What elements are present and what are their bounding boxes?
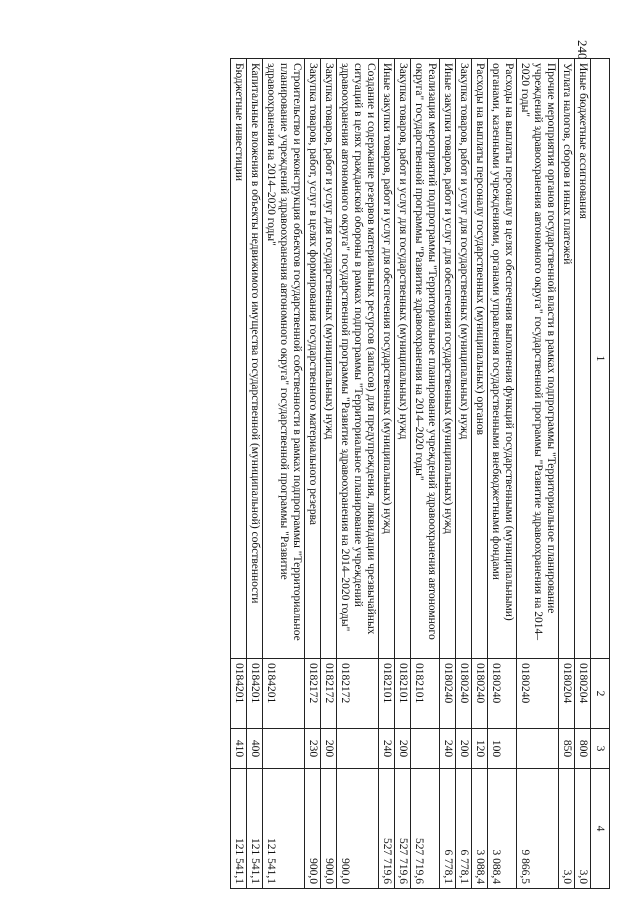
table-row [517, 59, 559, 889]
row-type [411, 729, 440, 769]
row-code: 0180240 [517, 659, 559, 729]
header-col-2: 2 [591, 659, 610, 729]
row-code: 0182101 [395, 659, 411, 729]
row-code: 0184201 [231, 659, 247, 729]
row-name: Закупка товаров, работ и услуг для государственных (муниципальных) нужд [456, 59, 472, 659]
row-code: 0182101 [379, 659, 395, 729]
row-name: Закупка товаров, работ и услуг для государственных (муниципальных) нужд [321, 59, 337, 659]
row-type [263, 729, 305, 769]
row-code: 0180240 [440, 659, 456, 729]
row-name: Иные бюджетные ассигнования [575, 59, 591, 659]
row-amount: 6 778,1 [456, 769, 472, 889]
row-type: 410 [231, 729, 247, 769]
table-row [488, 59, 517, 889]
row-amount: 121 541,1 [247, 769, 263, 889]
row-amount: 900,0 [305, 769, 321, 889]
table-row [321, 59, 337, 889]
row-amount: 900,0 [337, 769, 379, 889]
table-row [456, 59, 472, 889]
budget-table [230, 58, 610, 889]
row-type [337, 729, 379, 769]
row-amount: 527 719,6 [395, 769, 411, 889]
row-amount: 6 778,1 [440, 769, 456, 889]
table-row [472, 59, 488, 889]
row-code: 0180204 [575, 659, 591, 729]
row-type: 400 [247, 729, 263, 769]
header-col-1: 1 [591, 59, 610, 659]
row-type: 230 [305, 729, 321, 769]
row-code: 0184201 [247, 659, 263, 729]
table-row [305, 59, 321, 889]
table-row [247, 59, 263, 889]
row-type: 200 [321, 729, 337, 769]
row-type: 240 [379, 729, 395, 769]
table-header-row [591, 59, 610, 889]
row-type: 200 [456, 729, 472, 769]
row-code: 0182172 [321, 659, 337, 729]
row-name: Иные закупки товаров, работ и услуг для обеспечения государственных (муниципальных) нужд [440, 59, 456, 659]
row-amount: 121 541,1 [231, 769, 247, 889]
row-code: 0180240 [472, 659, 488, 729]
row-amount: 3,0 [559, 769, 575, 889]
table-row [231, 59, 247, 889]
row-type: 200 [395, 729, 411, 769]
row-amount: 3,0 [575, 769, 591, 889]
table-row [575, 59, 591, 889]
header-col-4: 4 [591, 769, 610, 889]
row-name: Бюджетные инвестиции [231, 59, 247, 659]
table-row [395, 59, 411, 889]
table-row [337, 59, 379, 889]
row-type: 240 [440, 729, 456, 769]
row-code: 0184201 [263, 659, 305, 729]
row-amount: 3 088,4 [488, 769, 517, 889]
row-name: Реализация мероприятий подпрограммы "Территориальное планирование учреждений здравоохранения автономного округа" государственной программы "Развитие здравоохранения на 2014–2020 годы" [411, 59, 440, 659]
row-code: 0180240 [488, 659, 517, 729]
row-code: 0182172 [305, 659, 321, 729]
row-amount: 9 866,5 [517, 769, 559, 889]
row-code: 0182172 [337, 659, 379, 729]
row-type [517, 729, 559, 769]
row-code: 0180204 [559, 659, 575, 729]
header-col-3: 3 [591, 729, 610, 769]
table-row [379, 59, 395, 889]
row-amount: 527 719,6 [379, 769, 395, 889]
row-code: 0180240 [456, 659, 472, 729]
row-name: Строительство и реконструкция объектов государственной собственности в рамках подпрограммы "Территориальное планирование учреждений здравоохранения автономного округа" государственной программы "Развитие здравоохранения на 2014–2020 годы" [263, 59, 305, 659]
row-type: 850 [559, 729, 575, 769]
row-amount: 527 719,6 [411, 769, 440, 889]
row-amount: 121 541,1 [263, 769, 305, 889]
row-name: Расходы на выплаты персоналу в целях обеспечения выполнения функций государственными (муниципальными) органами, казенными учреждениями, органами управления государственными внебюджетными фондами [488, 59, 517, 659]
row-name: Уплата налогов, сборов и иных платежей [559, 59, 575, 659]
table-row [440, 59, 456, 889]
row-name: Создание и содержание резервов материальных ресурсов (запасов) для предупреждения, ликвидации чрезвычайных ситуаций в целях гражданской обороны в рамках подпрограммы "Территориальное планирование учреждений здравоохранения автономного округа" государственной программы "Развитие здравоохранения на 2014–2020 годы" [337, 59, 379, 659]
row-name: Закупка товаров, работ, услуг в целях формирования государственного материального резерва [305, 59, 321, 659]
row-code: 0182101 [411, 659, 440, 729]
rotated-page [100, 58, 610, 888]
page-number: 240 [575, 40, 590, 60]
table-row [559, 59, 575, 889]
row-name: Капитальные вложения в объекты недвижимого имущества государственной (муниципальной) собственности [247, 59, 263, 659]
row-type: 120 [472, 729, 488, 769]
table-row [263, 59, 305, 889]
row-amount: 3 088,4 [472, 769, 488, 889]
row-type: 800 [575, 729, 591, 769]
row-name: Закупка товаров, работ и услуг для государственных (муниципальных) нужд [395, 59, 411, 659]
row-type: 100 [488, 729, 517, 769]
row-name: Расходы на выплаты персоналу государственных (муниципальных) органов [472, 59, 488, 659]
table-row [411, 59, 440, 889]
row-name: Прочие мероприятия органов государственной власти в рамках подпрограммы "Территориальное планирование учреждений здравоохранения автономного округа" государственной программы "Развитие здравоохранения на 2014–2020 годы" [517, 59, 559, 659]
row-name: Иные закупки товаров, работ и услуг для обеспечения государственных (муниципальных) нужд [379, 59, 395, 659]
row-amount: 900,0 [321, 769, 337, 889]
